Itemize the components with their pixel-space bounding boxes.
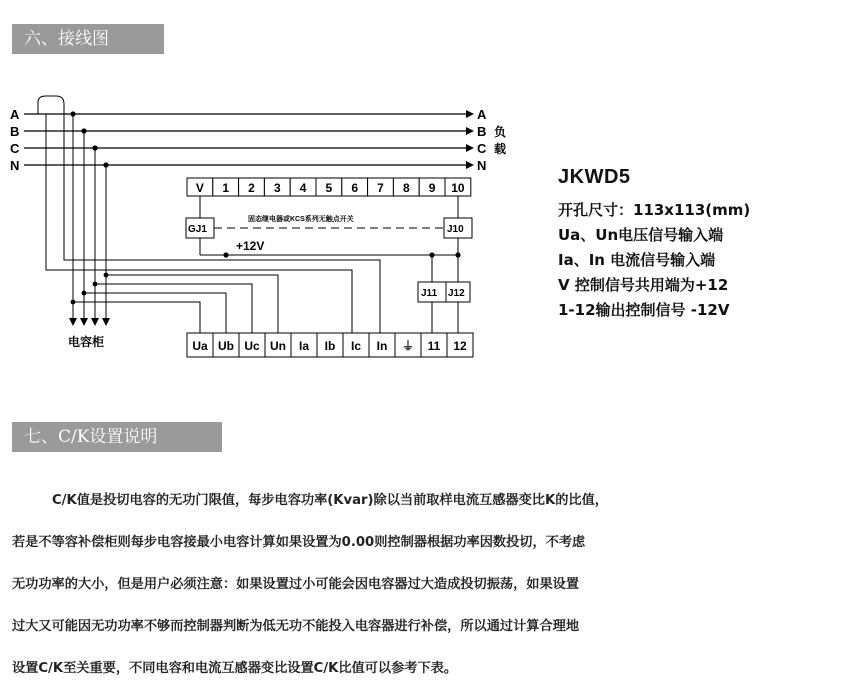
top-terminal-label: 6 bbox=[351, 181, 359, 195]
phase-label-n-right: N bbox=[477, 158, 487, 173]
top-terminal-label: 8 bbox=[402, 181, 410, 195]
phase-label-c-right: C bbox=[477, 141, 487, 156]
section-title-wiring: 六、接线图 bbox=[12, 24, 164, 54]
load-label: 负 载 bbox=[494, 125, 507, 156]
top-terminal-label: V bbox=[195, 181, 204, 195]
top-terminal-label: 10 bbox=[451, 181, 465, 195]
capacitor-cabinet-label: 电容柜 bbox=[68, 335, 105, 349]
phase-label-c: C bbox=[10, 141, 20, 156]
section-title-ck-settings: 七、C/K设置说明 bbox=[12, 422, 222, 452]
paragraph-line: 设置C/K至关重要，不同电容和电流互感器变比设置C/K比值可以参考下表。 bbox=[12, 661, 458, 676]
top-terminal-label: 3 bbox=[273, 181, 281, 195]
spec-line: Ia、In 电流信号输入端 bbox=[558, 251, 716, 269]
phase-label-a: A bbox=[10, 107, 20, 122]
paragraph-line: C/K值是投切电容的无功门限值，每步电容功率(Kvar)除以当前取样电流互感器变比K的比值， bbox=[52, 493, 608, 508]
gj1-label: GJ1 bbox=[188, 224, 207, 235]
device-info bbox=[558, 166, 838, 323]
paragraph-line: 过大又可能因无功功率不够而控制器判断为低无功不能投入电容器进行补偿，所以通过计算合理地 bbox=[12, 619, 580, 634]
model-name: JKWD5 bbox=[558, 166, 631, 188]
phase-label-b: B bbox=[10, 124, 20, 139]
plus12v-label: +12V bbox=[236, 239, 265, 253]
bottom-terminal-label: 12 bbox=[453, 339, 467, 353]
ck-description bbox=[12, 480, 836, 690]
spec-line: 开孔尺寸：113x113(mm) bbox=[558, 201, 751, 219]
relay-note: 固态继电器或KCS系列无触点开关 bbox=[248, 216, 354, 223]
bottom-terminal-label: 11 bbox=[427, 339, 441, 353]
j12-label: J12 bbox=[448, 288, 465, 299]
top-terminal-label: 4 bbox=[299, 181, 307, 195]
phase-label-n: N bbox=[10, 158, 20, 173]
bottom-terminal-label: Ua bbox=[192, 339, 208, 353]
j11-label: J11 bbox=[421, 288, 438, 299]
phase-label-a-right: A bbox=[477, 107, 487, 122]
bottom-terminal-label: Un bbox=[270, 339, 286, 353]
bottom-terminal-strip bbox=[187, 333, 473, 357]
bottom-terminal-label: In bbox=[376, 339, 388, 353]
top-terminal-label: 7 bbox=[377, 181, 384, 195]
top-terminal-label: 5 bbox=[325, 181, 333, 195]
top-terminal-label: 1 bbox=[222, 181, 230, 195]
bottom-terminal-label: Ib bbox=[324, 339, 336, 353]
wiring-diagram bbox=[0, 80, 560, 370]
top-terminal-strip bbox=[187, 178, 471, 196]
bottom-terminal-label: ⏚ bbox=[401, 339, 415, 353]
spec-line: Ua、Un电压信号输入端 bbox=[558, 226, 724, 244]
paragraph-line: 若是不等容补偿柜则每步电容接最小电容计算如果设置为0.00则控制器根据功率因数投切，不考虑 bbox=[12, 535, 586, 550]
bottom-terminal-label: Ub bbox=[218, 339, 234, 353]
spec-line: 1-12输出控制信号 -12V bbox=[558, 301, 730, 319]
bottom-terminal-label: Uc bbox=[244, 339, 260, 353]
bottom-terminal-label: Ic bbox=[350, 339, 362, 353]
j10-label: J10 bbox=[447, 224, 464, 235]
spec-line: V 控制信号共用端为+12 bbox=[558, 276, 729, 294]
paragraph-line: 无功功率的大小，但是用户必须注意：如果设置过小可能会因电容器过大造成投切振荡，如果设置 bbox=[12, 577, 580, 592]
top-terminal-label: 2 bbox=[248, 181, 255, 195]
top-terminal-label: 9 bbox=[428, 181, 436, 195]
bottom-terminal-label: Ia bbox=[298, 339, 310, 353]
phase-label-b-right: B bbox=[477, 124, 487, 139]
